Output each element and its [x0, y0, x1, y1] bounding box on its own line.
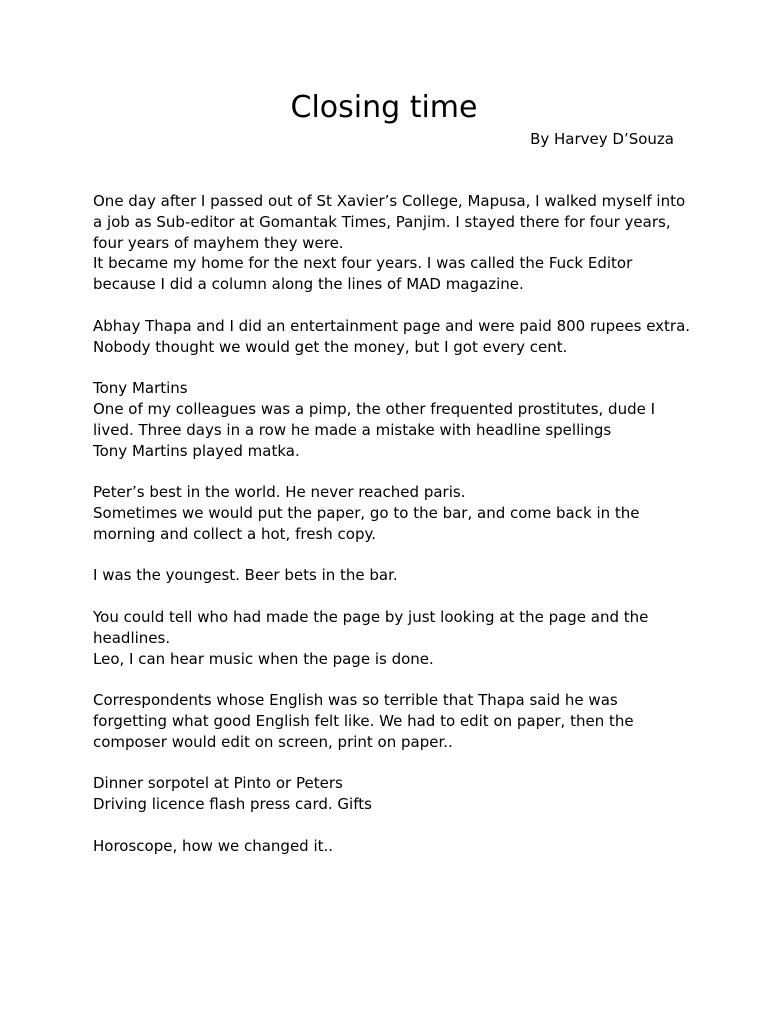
text-line: four years of mayhem they were.	[93, 233, 344, 252]
document-body	[93, 191, 691, 877]
paragraph	[93, 191, 686, 295]
text-line: composer would edit on screen, print on paper..	[93, 732, 453, 751]
text-line: lived. Three days in a row he made a mistake with headline spellings	[93, 420, 612, 439]
text-line: Dinner sorpotel at Pinto or Peters	[93, 774, 343, 793]
text-line: Sometimes we would put the paper, go to the bar, and come back in the	[93, 503, 640, 522]
text-line: You could tell who had made the page by just looking at the page and the	[93, 607, 649, 626]
text-line: a job as Sub-editor at Gomantak Times, Panjim. I stayed there for four years,	[93, 212, 671, 231]
text-line: Horoscope, how we changed it..	[93, 836, 334, 855]
paragraph	[93, 607, 683, 669]
text-line: One of my colleagues was a pimp, the other frequented prostitutes, dude I	[93, 399, 656, 418]
paragraph	[93, 378, 683, 461]
paragraph	[93, 482, 683, 544]
text-line: Nobody thought we would get the money, but I got every cent.	[93, 337, 568, 356]
paragraph	[93, 773, 683, 815]
paragraph	[93, 836, 683, 857]
text-line: headlines.	[93, 628, 171, 647]
text-line: Peter’s best in the world. He never reached paris.	[93, 483, 466, 502]
text-line: Leo, I can hear music when the page is done.	[93, 649, 434, 668]
text-line: It became my home for the next four years. I was called the Fuck Editor	[93, 254, 633, 273]
text-line: Abhay Thapa and I did an entertainment page and were paid 800 rupees extra.	[93, 316, 691, 335]
text-line: One day after I passed out of St Xavier’s College, Mapusa, I walked myself into	[93, 192, 686, 210]
text-line: I was the youngest. Beer bets in the bar.	[93, 566, 398, 585]
text-line: forgetting what good English felt like. We had to edit on paper, then the	[93, 711, 634, 730]
document-title: Closing time	[290, 90, 478, 125]
author-byline: By Harvey D’Souza	[530, 130, 674, 148]
text-line: morning and collect a hot, fresh copy.	[93, 524, 376, 543]
text-line: Tony Martins played matka.	[93, 441, 300, 460]
paragraph	[93, 690, 683, 752]
text-line: Tony Martins	[93, 379, 188, 398]
text-line: Correspondents whose English was so terrible that Thapa said he was	[93, 691, 618, 710]
paragraph	[93, 316, 691, 358]
text-line: Driving licence flash press card. Gifts	[93, 795, 372, 814]
paragraph	[93, 565, 683, 586]
text-line: because I did a column along the lines of MAD magazine.	[93, 275, 524, 294]
